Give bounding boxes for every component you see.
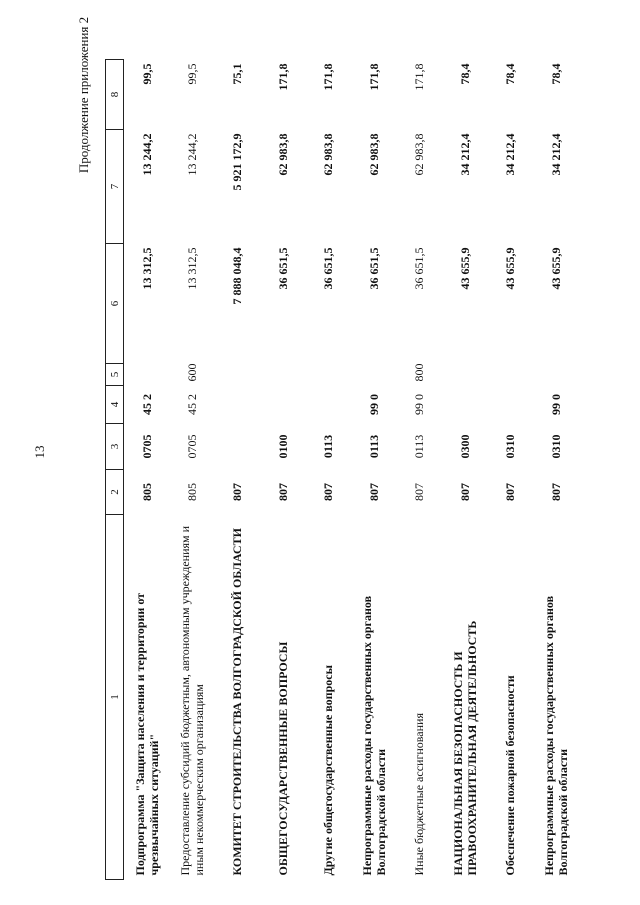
table-row [124, 60, 170, 880]
row-name-cell: ОБЩЕГОСУДАРСТВЕННЫЕ ВОПРОСЫ [275, 641, 290, 876]
approved-amount-cell: 36 651,5 [412, 247, 427, 290]
expense-type-cell [488, 364, 534, 386]
executed-amount-cell: 13 244,2 [184, 133, 199, 176]
section-code-cell: 0705 [139, 434, 154, 459]
expense-type-cell [124, 364, 170, 386]
ministry-code-cell: 807 [275, 483, 290, 501]
column-number: 5 [106, 364, 124, 386]
percent-executed-cell: 78,4 [548, 63, 563, 85]
table-row [215, 60, 261, 880]
section-code-cell: 0113 [366, 434, 381, 459]
section-code-cell: 0310 [548, 434, 563, 459]
row-name-cell: Непрограммные расходы государственных органов Волгоградской области [541, 595, 570, 876]
column-number: 6 [106, 244, 124, 364]
expense-type-cell [442, 364, 488, 386]
target-article-cell [488, 386, 534, 424]
percent-executed-cell: 99,5 [139, 63, 154, 85]
approved-amount-cell: 13 312,5 [184, 247, 199, 290]
percent-executed-cell: 171,8 [275, 63, 290, 91]
target-article-cell: 99 0 [366, 394, 381, 415]
section-code-cell: 0310 [503, 434, 518, 459]
executed-amount-cell: 13 244,2 [139, 133, 154, 176]
percent-executed-cell: 99,5 [184, 63, 199, 85]
percent-executed-cell: 171,8 [366, 63, 381, 91]
section-code-cell: 0705 [184, 434, 199, 459]
column-number-row [106, 60, 124, 880]
approved-amount-cell: 43 655,9 [503, 247, 518, 290]
table-row [306, 60, 352, 880]
approved-amount-cell: 7 888 048,4 [230, 247, 245, 305]
expense-type-cell [351, 364, 397, 386]
target-article-cell: 99 0 [412, 394, 427, 415]
executed-amount-cell: 5 921 172,9 [230, 133, 245, 191]
row-name-cell: Другие общегосударственные вопросы [321, 665, 336, 876]
row-name-cell: НАЦИОНАЛЬНАЯ БЕЗОПАСНОСТЬ И ПРАВООХРАНИТЕЛЬНАЯ ДЕЯТЕЛЬНОСТЬ [450, 620, 479, 876]
section-code-cell: 0113 [412, 434, 427, 459]
table-row [442, 60, 488, 880]
row-name-cell: КОМИТЕТ СТРОИТЕЛЬСТВА ВОЛГОГРАДСКОЙ ОБЛАСТИ [230, 528, 245, 876]
section-code-cell [215, 424, 261, 470]
column-number: 3 [106, 424, 124, 470]
ministry-code-cell: 807 [230, 483, 245, 501]
table-row [169, 60, 215, 880]
table-row [533, 60, 579, 880]
page-number: 13 [32, 445, 47, 459]
expense-type-cell [260, 364, 306, 386]
approved-amount-cell: 43 655,9 [457, 247, 472, 290]
approved-amount-cell: 36 651,5 [321, 247, 336, 290]
ministry-code-cell: 805 [184, 483, 199, 501]
percent-executed-cell: 75,1 [230, 63, 245, 85]
section-code-cell: 0300 [457, 434, 472, 459]
rotated-table-container [105, 60, 635, 880]
executed-amount-cell: 62 983,8 [275, 133, 290, 176]
budget-table [105, 59, 579, 880]
column-number: 1 [106, 515, 124, 880]
approved-amount-cell: 36 651,5 [275, 247, 290, 290]
target-article-cell [306, 386, 352, 424]
approved-amount-cell: 36 651,5 [366, 247, 381, 290]
table-row [351, 60, 397, 880]
table-row [397, 60, 443, 880]
executed-amount-cell: 62 983,8 [412, 133, 427, 176]
expense-type-cell [215, 364, 261, 386]
target-article-cell: 45 2 [139, 394, 154, 415]
ministry-code-cell: 807 [412, 483, 427, 501]
approved-amount-cell: 13 312,5 [139, 247, 154, 290]
table-row [488, 60, 534, 880]
row-name-cell: Подпрограмма "Защита населения и территории от чрезвычайных ситуаций" [132, 592, 161, 876]
column-number: 7 [106, 130, 124, 244]
target-article-cell [215, 386, 261, 424]
column-number: 2 [106, 470, 124, 515]
expense-type-cell [306, 364, 352, 386]
row-name-cell: Иные бюджетные ассигнования [412, 713, 427, 876]
expense-type-cell: 800 [412, 363, 427, 382]
executed-amount-cell: 62 983,8 [366, 133, 381, 176]
expense-type-cell [533, 364, 579, 386]
table-row [260, 60, 306, 880]
ministry-code-cell: 805 [139, 483, 154, 501]
approved-amount-cell: 43 655,9 [548, 247, 563, 290]
executed-amount-cell: 34 212,4 [457, 133, 472, 176]
percent-executed-cell: 78,4 [457, 63, 472, 85]
executed-amount-cell: 34 212,4 [503, 133, 518, 176]
section-code-cell: 0100 [275, 434, 290, 459]
expense-type-cell: 600 [184, 363, 199, 382]
percent-executed-cell: 171,8 [412, 63, 427, 91]
column-number: 8 [106, 60, 124, 130]
ministry-code-cell: 807 [503, 483, 518, 501]
target-article-cell: 45 2 [184, 394, 199, 415]
column-number: 4 [106, 386, 124, 424]
ministry-code-cell: 807 [366, 483, 381, 501]
ministry-code-cell: 807 [457, 483, 472, 501]
row-name-cell: Обеспечение пожарной безопасности [503, 675, 518, 876]
executed-amount-cell: 34 212,4 [548, 133, 563, 176]
target-article-cell: 99 0 [548, 394, 563, 415]
target-article-cell [260, 386, 306, 424]
section-code-cell: 0113 [321, 434, 336, 459]
executed-amount-cell: 62 983,8 [321, 133, 336, 176]
target-article-cell [442, 386, 488, 424]
percent-executed-cell: 78,4 [503, 63, 518, 85]
percent-executed-cell: 171,8 [321, 63, 336, 91]
ministry-code-cell: 807 [321, 483, 336, 501]
continuation-label: Продолжение приложения 2 [76, 16, 91, 174]
row-name-cell: Предоставление субсидий бюджетным, автономным учреждениям и иным некоммерческим организациям [177, 525, 206, 876]
row-name-cell: Непрограммные расходы государственных органов Волгоградской области [359, 595, 388, 876]
ministry-code-cell: 807 [548, 483, 563, 501]
